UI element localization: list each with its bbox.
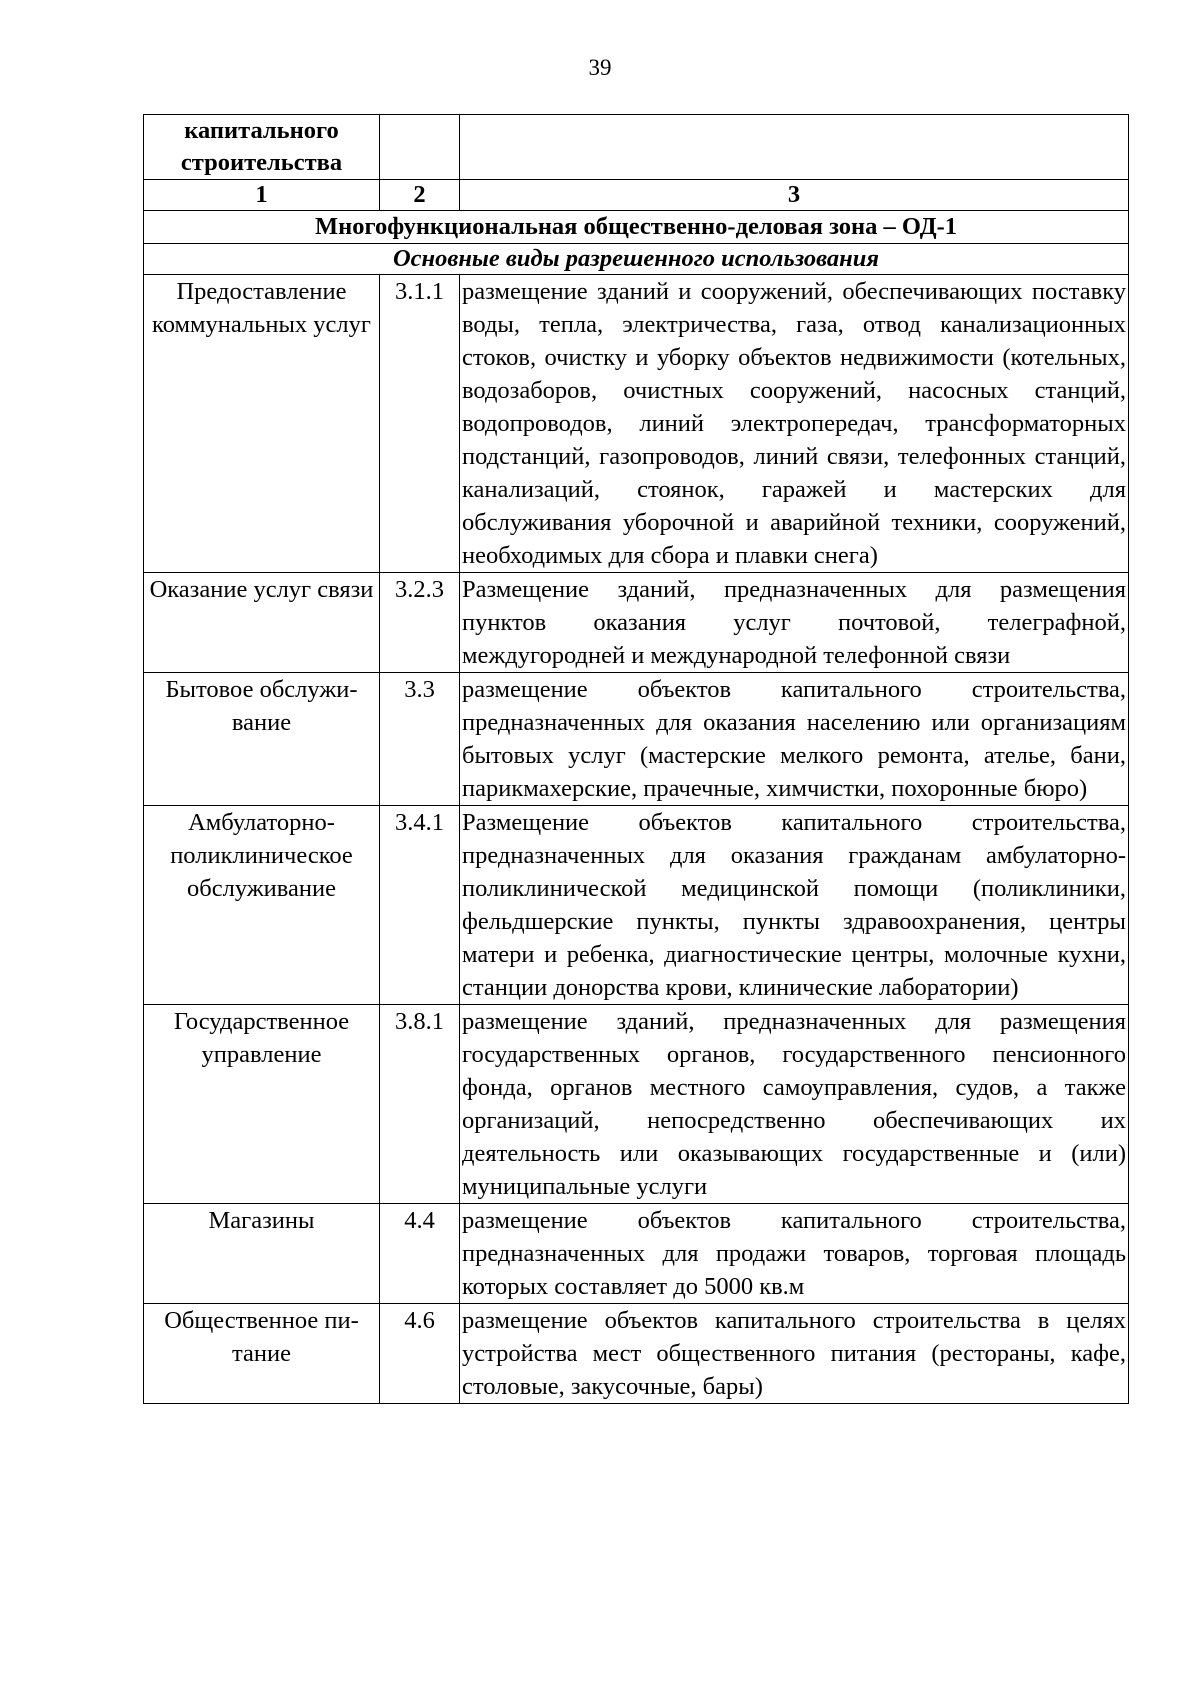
table-row <box>144 1005 1129 1204</box>
table-row <box>144 275 1129 573</box>
land-use-table <box>143 114 1129 1404</box>
use-description: размещение зданий и сооружений, обеспечивающих поставку воды, тепла, электричества, газа, отвод канализационных стоков, очистку и уборку объектов недвижимости (котельных, водозаборов, очистных сооружений, насосных станций, водопроводов, линий электропередач, трансформаторных подстанций, газопроводов, линий связи, телефонных станций, канализаций, стоянок, гаражей и мастерских для обслуживания уборочной и аварийной техники, сооружений, необходимых для сбора и плавки снега) <box>460 275 1129 573</box>
header-desc-cell <box>460 115 1129 180</box>
header-code-cell <box>380 115 460 180</box>
use-name: Бытовое обслужи-вание <box>144 673 380 806</box>
use-code: 3.2.3 <box>380 573 460 673</box>
use-description: размещение объектов капитального строительства, предназначенных для оказания населению или организациям бытовых услуг (мастерские мелкого ремонта, ателье, бани, парикмахерские, прачечные, химчистки, похоронные бюро) <box>460 673 1129 806</box>
use-description: размещение объектов капитального строительства в целях устройства мест общественного питания (рестораны, кафе, столовые, закусочные, бары) <box>460 1304 1129 1404</box>
use-name: Государственное управление <box>144 1005 380 1204</box>
column-number-2: 2 <box>380 180 460 211</box>
table-row <box>144 673 1129 806</box>
use-code: 3.3 <box>380 673 460 806</box>
use-code: 3.8.1 <box>380 1005 460 1204</box>
use-code: 4.4 <box>380 1204 460 1304</box>
use-description: Размещение объектов капитального строительства, предназначенных для оказания гражданам амбулаторно-поликлинической медицинской помощи (поликлиники, фельдшерские пункты, пункты здравоохранения, центры матери и ребенка, диагностические центры, молочные кухни, станции донорства крови, клинические лаборатории) <box>460 806 1129 1005</box>
use-name: Предоставление коммунальных услуг <box>144 275 380 573</box>
section-title-row <box>144 244 1129 275</box>
use-name: Оказание услуг связи <box>144 573 380 673</box>
header-name-cell: капитального строительства <box>144 115 380 180</box>
page-number: 39 <box>588 55 612 80</box>
use-code: 3.1.1 <box>380 275 460 573</box>
use-name: Магазины <box>144 1204 380 1304</box>
use-description: размещение объектов капитального строительства, предназначенных для продажи товаров, торговая площадь которых составляет до 5000 кв.м <box>460 1204 1129 1304</box>
zone-title: Многофункциональная общественно-деловая зона – ОД-1 <box>144 211 1129 244</box>
use-code: 4.6 <box>380 1304 460 1404</box>
table-row <box>144 806 1129 1005</box>
use-name: Амбулаторно-поликлиническое обслуживание <box>144 806 380 1005</box>
use-code: 3.4.1 <box>380 806 460 1005</box>
column-number-3: 3 <box>460 180 1129 211</box>
table-row <box>144 573 1129 673</box>
column-numbers-row <box>144 180 1129 211</box>
table-header-continuation <box>144 115 1129 180</box>
use-name: Общественное пи-тание <box>144 1304 380 1404</box>
use-description: Размещение зданий, предназначенных для размещения пунктов оказания услуг почтовой, телеграфной, междугородней и международной телефонной связи <box>460 573 1129 673</box>
zone-title-row <box>144 211 1129 244</box>
column-number-1: 1 <box>144 180 380 211</box>
section-title: Основные виды разрешенного использования <box>144 244 1129 275</box>
table-row <box>144 1204 1129 1304</box>
use-description: размещение зданий, предназначенных для размещения государственных органов, государственного пенсионного фонда, органов местного самоуправления, судов, а также организаций, непосредственно обеспечивающих их деятельность или оказывающих государственные и (или) муниципальные услуги <box>460 1005 1129 1204</box>
table-row <box>144 1304 1129 1404</box>
